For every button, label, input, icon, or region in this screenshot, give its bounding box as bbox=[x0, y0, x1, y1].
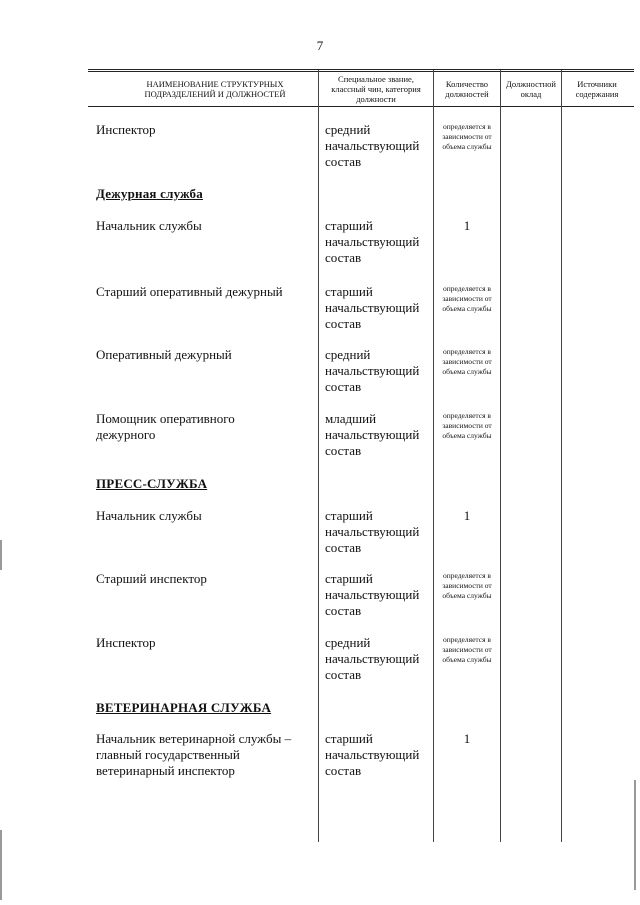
scan-mark bbox=[634, 780, 636, 890]
header-top-rule bbox=[88, 69, 634, 70]
header-col-salary: Должностной оклад bbox=[506, 79, 556, 99]
position-category: средний начальствующий состав bbox=[325, 635, 420, 682]
position-category: старший начальствующий состав bbox=[325, 284, 420, 331]
scan-mark bbox=[0, 830, 2, 900]
position-name: Старший оперативный дежурный bbox=[96, 284, 283, 299]
scan-mark bbox=[0, 540, 2, 570]
position-quantity: определяется в зависимости от объема службы bbox=[442, 347, 492, 376]
position-name: Старший инспектор bbox=[96, 571, 207, 586]
section-heading: Дежурная служба bbox=[96, 186, 203, 201]
position-name: Начальник ветеринарной службы – главный государственный ветеринарный инспектор bbox=[96, 731, 292, 778]
position-category: старший начальствующий состав bbox=[325, 508, 420, 555]
position-quantity: определяется в зависимости от объема службы bbox=[442, 284, 492, 313]
position-category: средний начальствующий состав bbox=[325, 122, 420, 169]
position-quantity: 1 bbox=[463, 508, 471, 523]
position-name: Инспектор bbox=[96, 635, 156, 650]
header-col-name: НАИМЕНОВАНИЕ СТРУКТУРНЫХ ПОДРАЗДЕЛЕНИЙ И ДОЛЖНОСТЕЙ bbox=[144, 79, 286, 99]
position-quantity: определяется в зависимости от объема службы bbox=[442, 571, 492, 600]
header-col-quantity: Количество должностей bbox=[445, 79, 489, 99]
section-heading: ПРЕСС-СЛУЖБА bbox=[96, 476, 208, 491]
column-separator bbox=[561, 70, 562, 842]
position-category: старший начальствующий состав bbox=[325, 571, 420, 618]
position-quantity: определяется в зависимости от объема службы bbox=[442, 635, 492, 664]
position-quantity: 1 bbox=[463, 218, 471, 233]
section-heading: ВЕТЕРИНАРНАЯ СЛУЖБА bbox=[96, 700, 272, 715]
position-name: Помощник оперативного дежурного bbox=[96, 411, 235, 442]
position-category: средний начальствующий состав bbox=[325, 347, 420, 394]
header-col-category: Специальное звание, классный чин, категория должности bbox=[331, 74, 421, 104]
position-category: старший начальствующий состав bbox=[325, 218, 420, 265]
page-number: 7 bbox=[316, 38, 324, 53]
position-quantity: 1 bbox=[463, 731, 471, 746]
column-separator bbox=[433, 70, 434, 842]
header-col-sources: Источники содержания bbox=[575, 79, 619, 99]
header-top-rule-inner bbox=[88, 71, 634, 72]
position-category: старший начальствующий состав bbox=[325, 731, 420, 778]
position-name: Инспектор bbox=[96, 122, 156, 137]
position-name: Начальник службы bbox=[96, 508, 202, 523]
position-quantity: определяется в зависимости от объема службы bbox=[442, 411, 492, 440]
position-name: Оперативный дежурный bbox=[96, 347, 232, 362]
position-category: младший начальствующий состав bbox=[325, 411, 420, 458]
column-separator bbox=[500, 70, 501, 842]
position-quantity: определяется в зависимости от объема службы bbox=[442, 122, 492, 151]
header-bottom-rule bbox=[88, 106, 634, 107]
position-name: Начальник службы bbox=[96, 218, 202, 233]
column-separator bbox=[318, 70, 319, 842]
